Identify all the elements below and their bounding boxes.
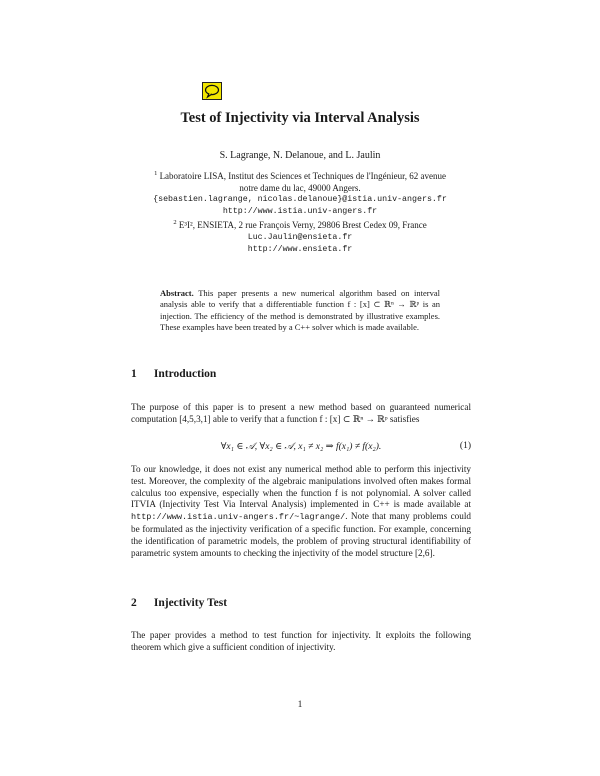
affiliation-1-url[interactable]: http://www.istia.univ-angers.fr	[222, 206, 378, 216]
section-1-paragraph-2-part-a: To our knowledge, it does not exist any numerical method able to perform this injectivity test. Moreover, the complexity of the algebraic manipulations involved often makes formal calculus too expensive, especially when the function f is not polynomial. A solver called ITVIA (Injectivity Test Via Interval Analysis) implemented in C++ is made available at	[131, 464, 471, 510]
affiliation-1-email: {sebastien.lagrange, nicolas.delanoue}@istia.univ-angers.fr	[153, 195, 447, 205]
affiliation-1-line1: Laboratoire LISA, Institut des Sciences et Techniques de l'Ingénieur, 62 avenue	[159, 171, 446, 181]
section-2-heading	[131, 597, 227, 609]
section-1-title: Introduction	[153, 368, 217, 380]
affiliation-1-line2: notre dame du lac, 49000 Angers.	[239, 182, 361, 193]
affiliations	[130, 168, 470, 255]
abstract	[160, 288, 440, 334]
section-1-paragraph-1: The purpose of this paper is to present a new method based on guaranteed numerical computation [4,5,3,1] able to verify that a function f : [x] ⊂ ℝⁿ → ℝᵖ satisfies	[131, 402, 471, 424]
section-2-number: 2	[131, 597, 137, 609]
section-1-paragraph-2-part-b: . Note that many problems could be formulated as the injectivity verification of a specific function. For example, concerning the identification of parametric models, the problem of proving structural identifiability of parametric system amounts to checking the injectivity of the model structure [2,6].	[131, 511, 471, 558]
section-1-paragraph-2	[131, 464, 471, 559]
abstract-text: This paper presents a new numerical algorithm based on interval analysis able to verify that a differentiable function f : [x] ⊂ ℝⁿ → ℝᵖ is an injection. The efficiency of the method is demonstrated by illustrative examples. These examples have been treated by a C++ solver which is made available.	[160, 288, 440, 333]
affiliation-2-org: E³I², ENSIETA, 2 rue François Verny, 29806 Brest Cedex 09, France	[178, 220, 427, 231]
abstract-label: Abstract.	[160, 288, 194, 298]
affiliation-1	[130, 168, 470, 183]
paper-title: Test of Injectivity via Interval Analysis	[180, 110, 420, 126]
affiliation-2	[130, 217, 470, 232]
section-2-title: Injectivity Test	[153, 597, 228, 609]
author-list: S. Lagrange, N. Delanoue, and L. Jaulin	[219, 150, 381, 161]
affiliation-2-url[interactable]: http://www.ensieta.fr	[247, 244, 353, 254]
affiliation-1-mark: 1	[154, 170, 158, 177]
section-2-paragraph-1: The paper provides a method to test function for injectivity. It exploits the following theorem which give a sufficient condition of injectivity.	[131, 630, 471, 652]
affiliation-2-email: Luc.Jaulin@ensieta.fr	[247, 232, 353, 242]
speech-bubble-icon-glyph	[203, 83, 221, 99]
equation-1-number: (1)	[459, 441, 471, 451]
affiliation-2-mark: 2	[173, 219, 177, 227]
section-1-heading	[131, 368, 216, 380]
section-1-number: 1	[131, 368, 137, 380]
speech-bubble-icon[interactable]	[202, 82, 222, 100]
page-number: 1	[297, 700, 303, 710]
equation-1-formula: ∀x₁ ∈ 𝒜, ∀x₂ ∈ 𝒜, x₁ ≠ x₂ ⇒ f(x₁) ≠ f(x₂).	[220, 442, 382, 452]
itvia-url-link[interactable]: http://www.istia.univ-angers.fr/~lagrange/	[131, 512, 346, 523]
